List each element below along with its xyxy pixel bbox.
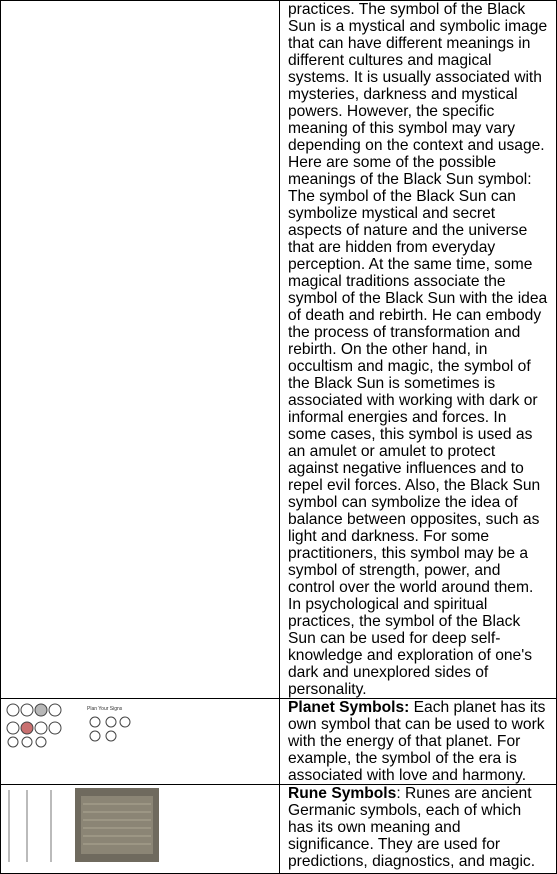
section-title: Planet Symbols: [288, 699, 410, 716]
table-row [1, 699, 557, 785]
image-cell [1, 699, 280, 785]
text-cell [280, 785, 557, 874]
paragraph [288, 699, 548, 784]
text-cell [280, 699, 557, 785]
empty-image-cell [1, 1, 280, 699]
image-caption: Plan Your Signs [87, 706, 123, 712]
planet-symbols-image [3, 700, 135, 748]
paragraph: practices. The symbol of the Black Sun is a mystical and symbolic image that can have different meanings in different cultures and magical systems. It is usually associated with mysteries, darkness and mystical powers. However, the specific meaning of this symbol may vary depending on the context and usage. Here are some of the possible meanings of the Black Sun symbol: [288, 1, 548, 188]
section-text: Each planet has its own symbol that can be used to work with the energy of that planet. For example, the symbol of the era is associated with love and harmony. [288, 699, 546, 784]
table-row [1, 1, 557, 699]
paragraph: The symbol of the Black Sun can symbolize mystical and secret aspects of nature and the universe that are hidden from everyday perception. At the same time, some magical traditions associate the symbol of the Black Sun with the idea of death and rebirth. He can embody the process of transformation and rebirth. On the other hand, in occultism and magic, the symbol of the Black Sun is sometimes is associated with working with dark or informal energies and forces. In some cases, this symbol is used as an amulet or amulet to protect against negative influences and to repel evil forces. Also, the Black Sun symbol can symbolize the idea of balance between opposites, such as light and darkness. For some practitioners, this symbol may be a symbol of strength, power, and control over the world around them. [288, 188, 548, 596]
text-cell [280, 1, 557, 699]
image-cell [1, 785, 280, 874]
paragraph [288, 785, 548, 870]
section-text: : Runes are ancient Germanic symbols, each of which has its own meaning and significance. They are used for predictions, diagnostics, and magic. [288, 785, 536, 870]
paragraph: In psychological and spiritual practices, the symbol of the Black Sun can be used for deep self-knowledge and exploration of one's dark and unexplored sides of personality. [288, 596, 532, 698]
rune-symbols-image [3, 786, 161, 864]
section-title: Rune Symbols [288, 785, 397, 802]
table-row [1, 785, 557, 874]
